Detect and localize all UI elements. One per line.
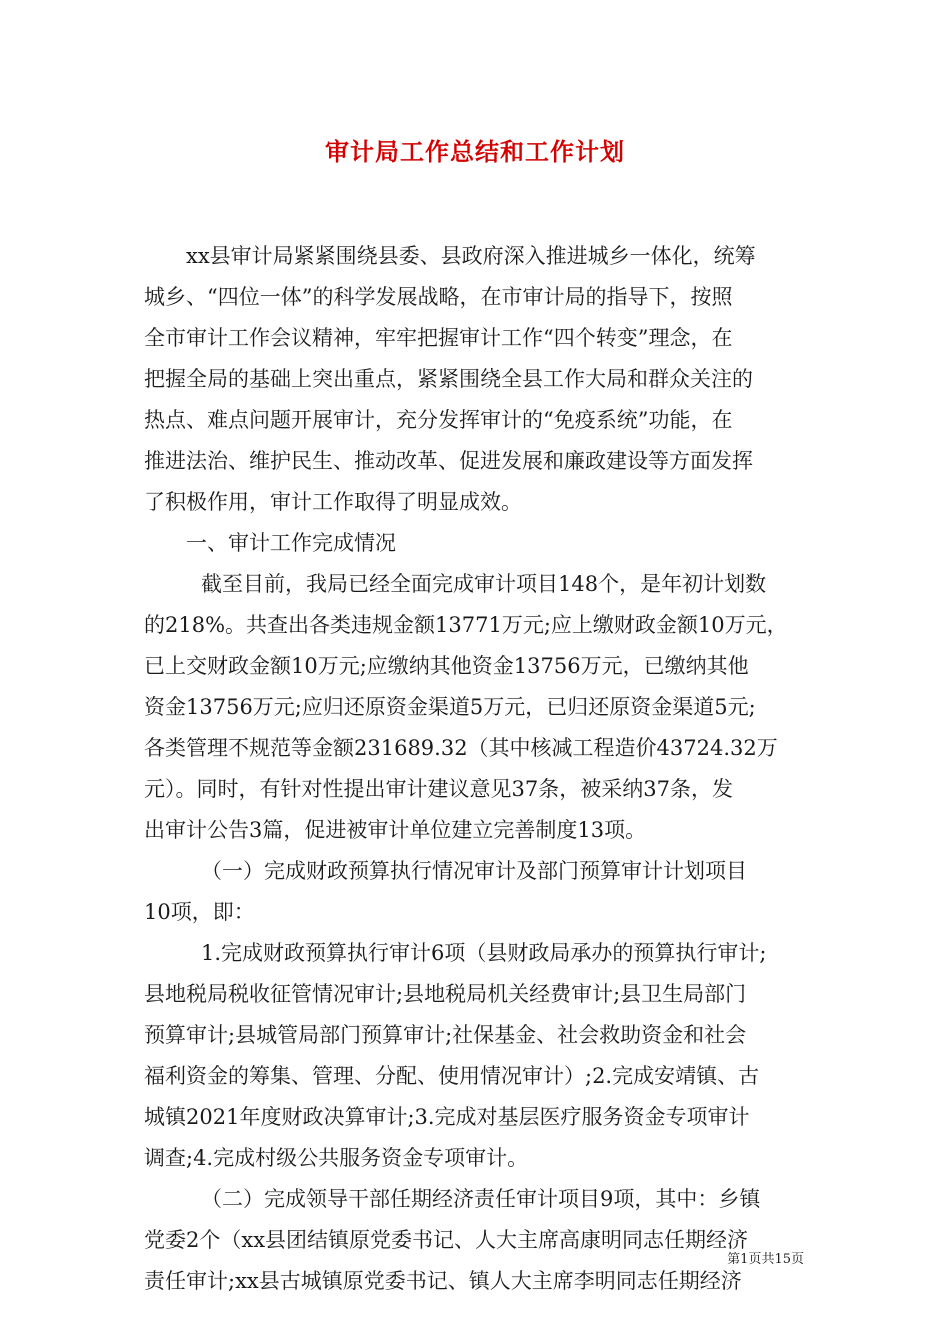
paragraph-line: 截至目前，我局已经全面完成审计项目148个，是年初计划数 [201,572,767,596]
paragraph-line: 福利资金的筹集、管理、分配、使用情况审计）;2.完成安靖镇、古 [144,1064,760,1088]
subsection-heading: （一）完成财政预算执行情况审计及部门预算审计计划项目 [201,859,747,883]
paragraph-line: 预算审计;县城管局部门预算审计;社保基金、社会救助资金和社会 [144,1023,747,1047]
page-number-footer: 第1页共15页 [727,1252,804,1267]
paragraph-line: 城镇2021年度财政决算审计;3.完成对基层医疗服务资金专项审计 [144,1105,750,1129]
paragraph-line: xx县审计局紧紧围绕县委、县政府深入推进城乡一体化，统筹 [186,244,756,268]
paragraph-line: 推进法治、维护民生、推动改革、促进发展和廉政建设等方面发挥 [144,449,753,473]
paragraph-line: 资金13756万元;应归还原资金渠道5万元，已归还原资金渠道5元; [144,695,756,719]
subsection-heading: （二）完成领导干部任期经济责任审计项目9项，其中：乡镇 [201,1187,761,1211]
paragraph-line: 了积极作用，审计工作取得了明显成效。 [144,490,522,514]
paragraph-line: 调查;4.完成村级公共服务资金专项审计。 [144,1146,529,1170]
paragraph-line: 县地税局税收征管情况审计;县地税局机关经费审计;县卫生局部门 [144,982,747,1006]
paragraph-line: 元）。同时，有针对性提出审计建议意见37条，被采纳37条，发 [144,777,733,801]
section-heading: 一、审计工作完成情况 [186,531,396,555]
paragraph-line: 各类管理不规范等金额231689.32（其中核减工程造价43724.32万 [144,736,778,760]
list-item-line: 1.完成财政预算执行审计6项（县财政局承办的预算执行审计; [201,941,767,965]
paragraph-line: 出审计公告3篇，促进被审计单位建立完善制度13项。 [144,818,647,842]
document-body [144,236,814,1302]
paragraph-line: 的218%。共查出各类违规金额13771万元;应上缴财政金额10万元， [144,613,788,637]
paragraph-line: 全市审计工作会议精神，牢牢把握审计工作“四个转变”理念，在 [144,326,733,350]
paragraph-line: 把握全局的基础上突出重点，紧紧围绕全县工作大局和群众关注的 [144,367,753,391]
paragraph-line: 责任审计;xx县古城镇原党委书记、镇人大主席李明同志任期经济 [144,1269,742,1293]
document-title: 审计局工作总结和工作计划 [325,138,625,166]
paragraph-line: 城乡、“四位一体”的科学发展战略，在市审计局的指导下，按照 [144,285,733,309]
paragraph-line: 党委2个（xx县团结镇原党委书记、人大主席高康明同志任期经济 [144,1228,749,1252]
paragraph-line: 10项，即： [144,900,255,924]
paragraph-line: 热点、难点问题开展审计，充分发挥审计的“免疫系统”功能，在 [144,408,733,432]
paragraph-line: 已上交财政金额10万元;应缴纳其他资金13756万元，已缴纳其他 [144,654,749,678]
